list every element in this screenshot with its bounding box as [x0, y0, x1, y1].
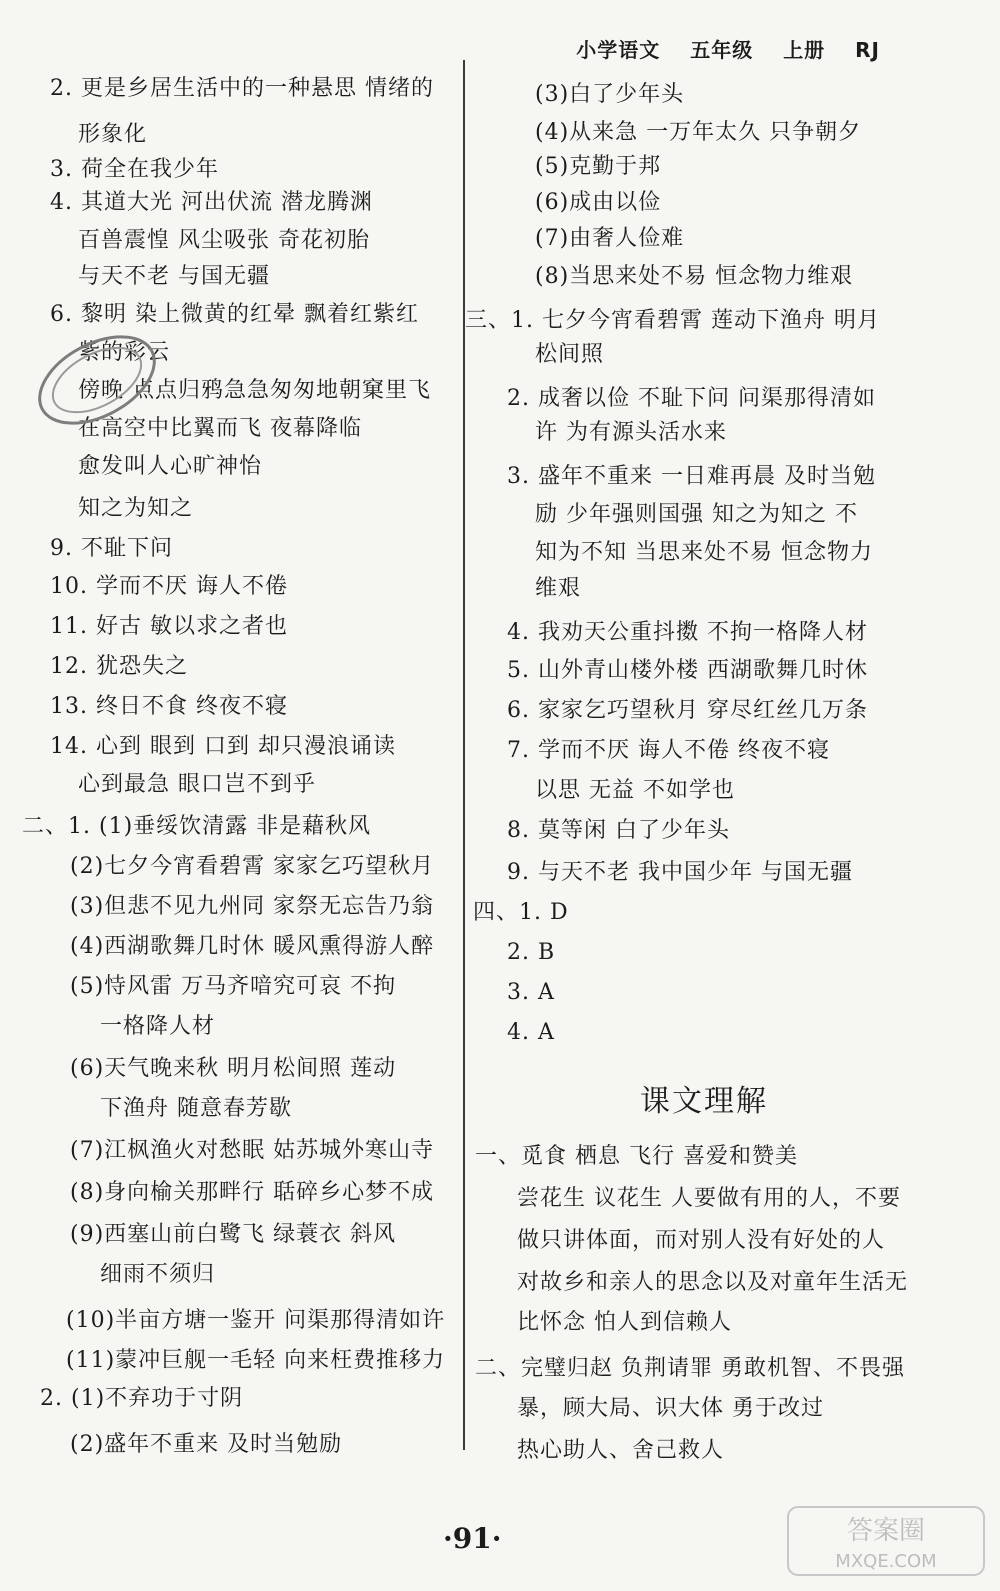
answer-line: (6)天气晚来秋 明月松间照 莲动: [70, 1056, 397, 1081]
answer-line: (7)由奢人俭难: [535, 226, 685, 251]
answer-line: (8)身向榆关那畔行 聒碎乡心梦不成: [70, 1180, 435, 1205]
answer-line: 12. 犹恐失之: [50, 654, 188, 679]
answer-line: 14. 心到 眼到 口到 却只漫浪诵读: [50, 734, 396, 759]
answer-line: (4)从来急 一万年太久 只争朝夕: [535, 120, 862, 145]
header-grade: 五年级: [690, 38, 754, 62]
answer-line: 6. 黎明 染上微黄的红晕 飘着红紫红: [50, 302, 419, 327]
column-divider: [463, 60, 465, 1450]
answer-line: 6. 家家乞巧望秋月 穿尽红丝几万条: [507, 698, 868, 723]
answer-line: 愈发叫人心旷神怡: [78, 454, 263, 479]
answer-line: 5. 山外青山楼外楼 西湖歌舞几时休: [507, 658, 868, 683]
header-subject: 小学语文: [576, 38, 661, 62]
answer-line: 松间照: [535, 342, 605, 367]
answer-line: (8)当思来处不易 恒念物力维艰: [535, 264, 854, 289]
answer-line: 做只讲体面，而对别人没有好处的人: [517, 1228, 886, 1253]
answer-line: 一、觅食 栖息 飞行 喜爱和赞美: [475, 1144, 798, 1169]
answer-line: 热心助人、舍己救人: [517, 1438, 725, 1463]
answer-line: 9. 不耻下问: [50, 536, 173, 561]
page-header: [554, 34, 880, 63]
answer-line: 四、1. D: [473, 900, 569, 925]
answer-line: (11)蒙冲巨舰一毛轻 向来枉费推移力: [66, 1348, 446, 1373]
svg-text:MXQE.COM: MXQE.COM: [835, 1551, 937, 1572]
answer-line: 二、完璧归赵 负荆请罪 勇敢机智、不畏强: [475, 1356, 905, 1381]
answer-line: 3. A: [507, 980, 555, 1005]
answer-line: 励 少年强则国强 知之为知之 不: [535, 502, 858, 527]
watermark-logo-icon: [786, 1505, 986, 1577]
answer-line: (4)西湖歌舞几时休 暖风熏得游人醉: [70, 934, 435, 959]
answer-line: 二、1. (1)垂绥饮清露 非是藉秋风: [22, 814, 372, 839]
header-volume: 上册: [783, 38, 826, 62]
answer-line: 2. B: [507, 940, 556, 965]
answer-line: 在高空中比翼而飞 夜幕降临: [78, 416, 362, 441]
page-number: ·91·: [443, 1522, 502, 1555]
answer-line: 3. 盛年不重来 一日难再晨 及时当勉: [507, 464, 876, 489]
header-edition: RJ: [855, 38, 880, 62]
answer-line: (9)西塞山前白鹭飞 绿蓑衣 斜风: [70, 1222, 397, 1247]
answer-line: 许 为有源头活水来: [535, 420, 727, 445]
answer-line: 13. 终日不食 终夜不寝: [50, 694, 288, 719]
answer-line: (7)江枫渔火对愁眠 姑苏城外寒山寺: [70, 1138, 435, 1163]
answer-line: 三、1. 七夕今宵看碧霄 莲动下渔舟 明月: [465, 308, 880, 333]
answer-line: 心到最急 眼口岂不到乎: [78, 772, 316, 797]
answer-line: 形象化: [78, 122, 148, 147]
answer-line: 傍晚 点点归鸦急急匆匆地朝窠里飞: [78, 378, 431, 403]
answer-line: 对故乡和亲人的思念以及对童年生活无: [517, 1270, 909, 1295]
answer-line: 尝花生 议花生 人要做有用的人，不要: [517, 1186, 901, 1211]
answer-line: 4. 其道大光 河出伏流 潜龙腾渊: [50, 190, 373, 215]
answer-line: 知为不知 当思来处不易 恒念物力: [535, 540, 873, 565]
svg-text:答案圈: 答案圈: [846, 1516, 926, 1546]
answer-line: 以思 无益 不如学也: [535, 778, 735, 803]
answer-line: (2)盛年不重来 及时当勉励: [70, 1432, 343, 1457]
answer-line: (3)白了少年头: [535, 82, 685, 107]
section-title: 课文理解: [640, 1084, 768, 1119]
answer-line: 一格降人材: [100, 1014, 216, 1039]
answer-line: 7. 学而不厌 诲人不倦 终夜不寝: [507, 738, 830, 763]
answer-line: 紫的彩云: [78, 340, 171, 365]
answer-line: 10. 学而不厌 诲人不倦: [50, 574, 288, 599]
stamp-mark-icon: [22, 320, 172, 440]
answer-line: 下渔舟 随意春芳歇: [100, 1096, 292, 1121]
answer-line: 与天不老 与国无疆: [78, 264, 270, 289]
answer-line: 3. 荷全在我少年: [50, 157, 219, 182]
answer-line: 暴，顾大局、识大体 勇于改过: [517, 1396, 824, 1421]
answer-line: 百兽震惶 风尘吸张 奇花初胎: [78, 228, 370, 253]
answer-line: 2. 更是乡居生活中的一种悬思 情绪的: [50, 76, 434, 101]
answer-line: (5)克勤于邦: [535, 154, 662, 179]
answer-line: 2. (1)不弃功于寸阴: [40, 1386, 244, 1411]
answer-line: 11. 好古 敏以求之者也: [50, 614, 288, 639]
answer-line: (2)七夕今宵看碧霄 家家乞巧望秋月: [70, 854, 435, 879]
answer-line: 细雨不须归: [100, 1262, 216, 1287]
answer-line: 9. 与天不老 我中国少年 与国无疆: [507, 860, 853, 885]
answer-line: 知之为知之: [78, 496, 194, 521]
answer-line: 4. 我劝天公重抖擞 不拘一格降人材: [507, 620, 868, 645]
answer-line: (5)恃风雷 万马齐喑究可哀 不拘: [70, 974, 397, 999]
answer-line: 4. A: [507, 1020, 555, 1045]
answer-line: 8. 莫等闲 白了少年头: [507, 818, 730, 843]
answer-line: (6)成由以俭: [535, 190, 662, 215]
answer-line: (10)半亩方塘一鉴开 问渠那得清如许: [66, 1308, 446, 1333]
answer-line: 比怀念 怕人到信赖人: [517, 1310, 732, 1335]
answer-line: 维艰: [535, 576, 582, 601]
answer-line: 2. 成奢以俭 不耻下问 问渠那得清如: [507, 386, 876, 411]
answer-line: (3)但悲不见九州同 家祭无忘告乃翁: [70, 894, 435, 919]
